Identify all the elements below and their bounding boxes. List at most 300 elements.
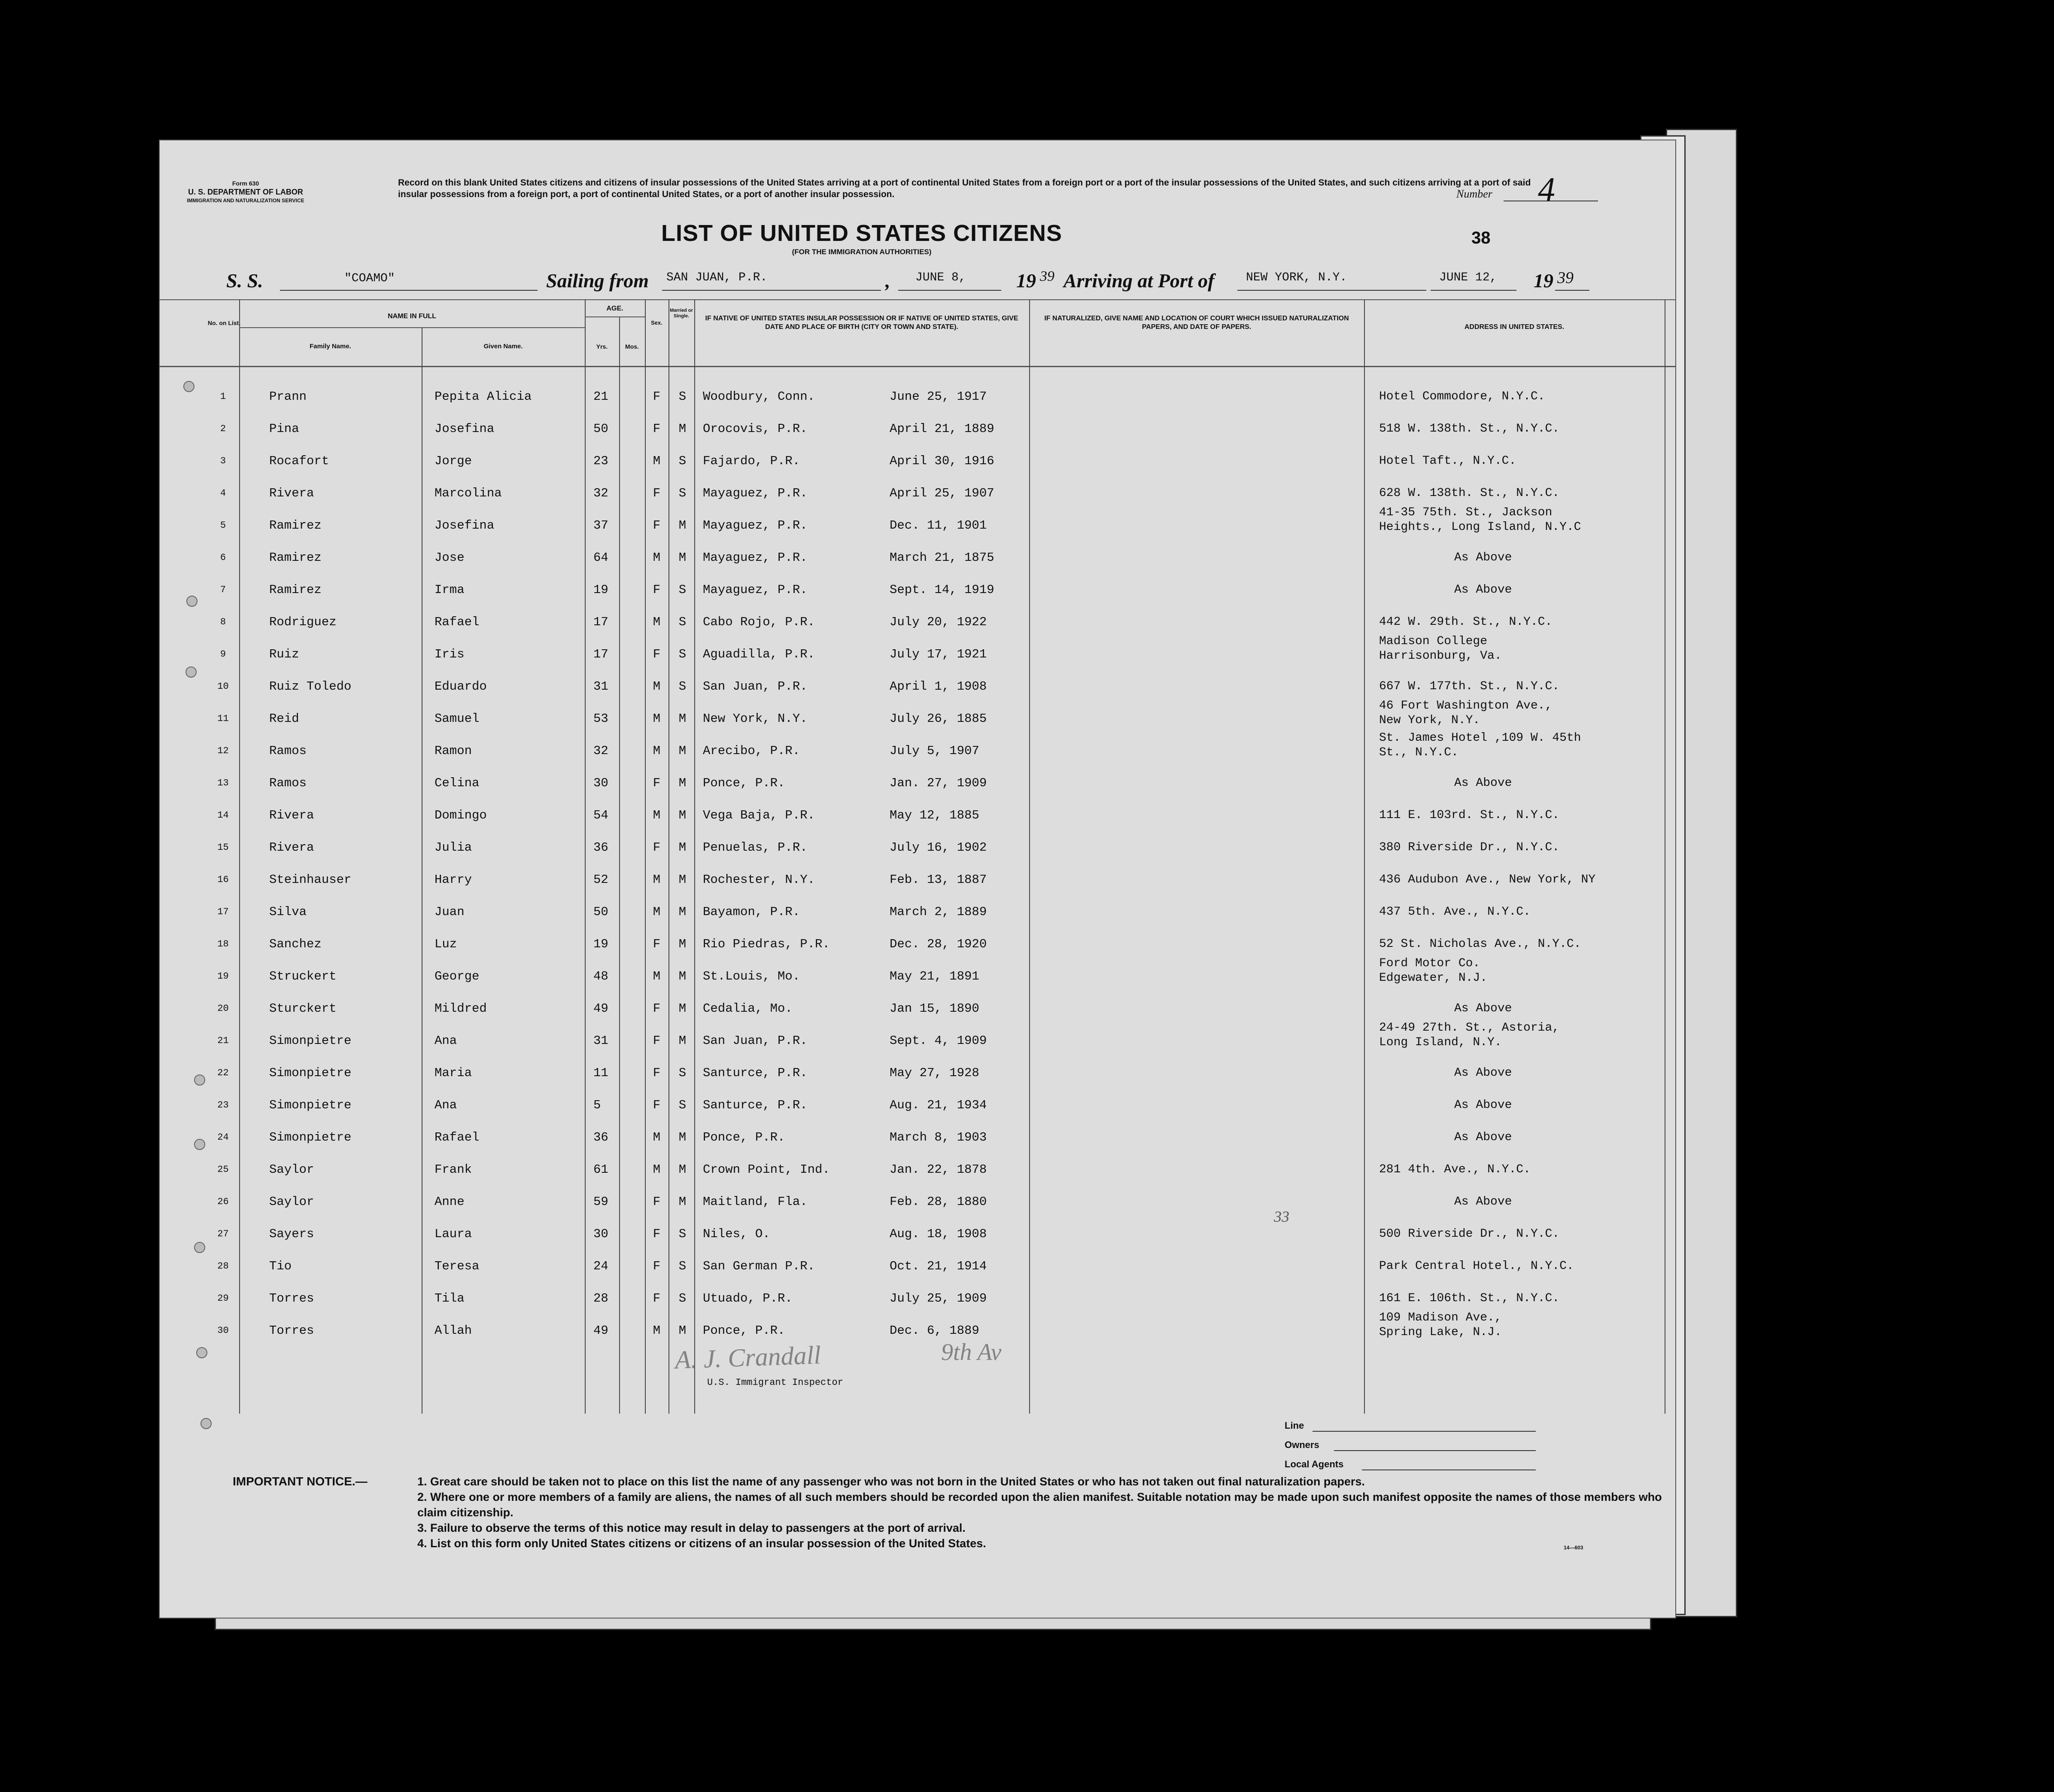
cell-date: May 27, 1928 — [890, 1066, 979, 1080]
cell-given: Jose — [434, 551, 465, 565]
cell-ms: S — [678, 1066, 687, 1080]
cell-date: Feb. 28, 1880 — [890, 1195, 987, 1209]
cell-address-line: Long Island, N.Y. — [1379, 1036, 1502, 1049]
cell-family: Tio — [269, 1259, 292, 1273]
cell-sex: F — [653, 1034, 661, 1048]
cell-given: Rafael — [434, 615, 480, 629]
cell-yrs: 5 — [593, 1098, 601, 1112]
cell-sex: M — [653, 615, 661, 629]
form-block — [185, 179, 306, 205]
cell-address-line: 436 Audubon Ave., New York, NY — [1379, 873, 1596, 886]
cell-address-line: 111 E. 103rd. St., N.Y.C. — [1379, 809, 1560, 822]
cell-ms: M — [678, 744, 687, 758]
cell-yrs: 32 — [593, 486, 608, 500]
punch-hole — [183, 381, 194, 392]
page-stamp: 38 — [1471, 228, 1491, 247]
cell-sex: F — [653, 486, 661, 500]
cell-given: Teresa — [434, 1259, 480, 1273]
cell-ms: M — [678, 937, 687, 951]
cell-date: April 21, 1889 — [890, 422, 994, 436]
sailing-from-label: Sailing from — [546, 270, 649, 292]
cell-address-line: Hotel Taft., N.Y.C. — [1379, 454, 1516, 468]
cell-place: Arecibo, P.R. — [703, 744, 800, 758]
cell-no: 23 — [217, 1100, 229, 1110]
cell-address-line: 667 W. 177th. St., N.Y.C. — [1379, 680, 1560, 693]
record-instruction: Record on this blank United States citizens and citizens of insular possessions of the United States arriving at a port of continental United States from a foreign port or a port of the insular possessions of the United States, and such citizens arriving at a port of said insular possessions from a foreign port, a port of continental United States, or a port of another insular possession. — [398, 178, 1531, 199]
cell-family: Ramirez — [269, 518, 322, 532]
cell-place: Woodbury, Conn. — [703, 389, 815, 404]
cell-no: 14 — [217, 810, 229, 821]
col-header-name: NAME IN FULL — [388, 313, 436, 320]
cell-no: 24 — [217, 1132, 229, 1143]
cell-given: Juan — [434, 905, 465, 919]
page-subtitle: (FOR THE IMMIGRATION AUTHORITIES) — [792, 248, 932, 256]
punch-hole — [194, 1074, 205, 1086]
service-name: IMMIGRATION AND NATURALIZATION SERVICE — [187, 198, 304, 204]
cell-address-line: Heights., Long Island, N.Y.C — [1379, 520, 1581, 534]
cell-address-line: Spring Lake, N.J. — [1379, 1326, 1502, 1339]
cell-address-line: 161 E. 106th. St., N.Y.C. — [1379, 1292, 1560, 1305]
cell-no: 8 — [220, 617, 226, 627]
cell-family: Torres — [269, 1291, 314, 1305]
cell-sex: F — [653, 1227, 661, 1241]
table-row — [160, 1162, 1675, 1195]
cell-place: Vega Baja, P.R. — [703, 808, 815, 822]
cell-family: Simonpietre — [269, 1130, 352, 1144]
cell-sex: M — [653, 679, 661, 694]
inspector-label: U.S. Immigrant Inspector — [707, 1377, 843, 1388]
date-to: JUNE 12, — [1439, 271, 1497, 284]
cell-yrs: 50 — [593, 422, 608, 436]
department-name: U. S. DEPARTMENT OF LABOR — [188, 188, 303, 196]
cell-address-line: As Above — [1454, 776, 1512, 790]
table-row — [160, 731, 1675, 776]
cell-no: 10 — [217, 681, 229, 692]
cell-ms: M — [678, 551, 687, 565]
cell-date: Jan. 27, 1909 — [890, 776, 987, 790]
cell-given: Eduardo — [434, 679, 487, 694]
cell-address-line: As Above — [1454, 583, 1512, 596]
cell-given: Irma — [434, 583, 465, 597]
cell-no: 26 — [217, 1196, 229, 1207]
cell-sex: F — [653, 1291, 661, 1305]
cell-given: Ramon — [434, 744, 472, 758]
cell-date: May 21, 1891 — [890, 969, 979, 983]
cell-given: Luz — [434, 937, 457, 951]
cell-sex: F — [653, 647, 661, 661]
cell-no: 2 — [220, 423, 226, 434]
cell-no: 16 — [217, 874, 229, 885]
cell-ms: S — [678, 486, 687, 500]
comma-1: , — [885, 270, 890, 292]
cell-yrs: 30 — [593, 776, 608, 790]
cell-date: Oct. 21, 1914 — [890, 1259, 987, 1273]
cell-place: Mayaguez, P.R. — [703, 551, 808, 565]
cell-place: Maitland, Fla. — [703, 1195, 808, 1209]
cell-address-line: 41-35 75th. St., Jackson — [1379, 506, 1553, 519]
port-from: SAN JUAN, P.R. — [666, 271, 768, 284]
cell-date: July 25, 1909 — [890, 1291, 987, 1305]
cell-date: April 30, 1916 — [890, 454, 994, 468]
table-row — [160, 583, 1675, 615]
cell-family: Ramirez — [269, 551, 322, 565]
cell-given: George — [434, 969, 480, 983]
cell-date: Aug. 18, 1908 — [890, 1227, 987, 1241]
cell-yrs: 30 — [593, 1227, 608, 1241]
cell-address-line: As Above — [1454, 1066, 1512, 1080]
cell-address-line: Park Central Hotel., N.Y.C. — [1379, 1260, 1574, 1273]
date-from: JUNE 8, — [915, 271, 966, 284]
cell-yrs: 52 — [593, 873, 608, 887]
cell-sex: F — [653, 1066, 661, 1080]
table-row — [160, 454, 1675, 486]
table-row — [160, 840, 1675, 873]
col-header-yrs: Yrs. — [596, 343, 608, 350]
cell-sex: F — [653, 583, 661, 597]
cell-address-line: St. James Hotel ,109 W. 45th — [1379, 731, 1581, 745]
cell-address-line: As Above — [1454, 1098, 1512, 1112]
cell-ms: S — [678, 454, 687, 468]
cell-sex: M — [653, 712, 661, 726]
cell-given: Tila — [434, 1291, 465, 1305]
year-suffix-1: 39 — [1040, 268, 1054, 284]
col-header-mos: Mos. — [625, 343, 639, 350]
cell-sex: M — [653, 808, 661, 822]
cell-family: Simonpietre — [269, 1098, 352, 1112]
cell-family: Ruiz Toledo — [269, 679, 352, 694]
cell-given: Ana — [434, 1034, 457, 1048]
cell-sex: M — [653, 454, 661, 468]
cell-family: Simonpietre — [269, 1034, 352, 1048]
cell-yrs: 36 — [593, 1130, 608, 1144]
notice-item: 2. Where one or more members of a family are aliens, the names of all such members should be recorded upon the alien manifest. Suitable notation may be made upon such manifest opposite the names of those members who claim citizenship. — [417, 1491, 1662, 1519]
table-row — [160, 776, 1675, 808]
cell-sex: F — [653, 840, 661, 855]
cell-family: Struckert — [269, 969, 337, 983]
cell-no: 5 — [220, 520, 226, 531]
table-row — [160, 905, 1675, 937]
cell-given: Josefina — [434, 422, 495, 436]
date-from-underline — [898, 290, 1001, 291]
punch-hole — [194, 1242, 205, 1253]
cell-given: Marcolina — [434, 486, 502, 500]
punch-hole — [194, 1139, 205, 1150]
cell-no: 27 — [217, 1229, 229, 1239]
cell-given: Allah — [434, 1323, 472, 1338]
cell-no: 25 — [217, 1164, 229, 1175]
cell-address-line: 628 W. 138th. St., N.Y.C. — [1379, 487, 1560, 500]
notice-item: 4. List on this form only United States citizens or citizens of an insular possession of the United States. — [417, 1537, 986, 1550]
cell-place: San Juan, P.R. — [703, 1034, 808, 1048]
col-header-family: Family Name. — [310, 343, 351, 350]
margin-note: 33 — [1274, 1208, 1289, 1225]
cell-ms: M — [678, 1034, 687, 1048]
print-code: 14—603 — [1564, 1545, 1583, 1551]
cell-yrs: 19 — [593, 583, 608, 597]
table-row — [160, 1227, 1675, 1259]
cell-family: Rivera — [269, 486, 314, 500]
cell-address-line: 518 W. 138th. St., N.Y.C. — [1379, 422, 1560, 435]
cell-address-line: As Above — [1454, 1002, 1512, 1015]
cell-date: Sept. 4, 1909 — [890, 1034, 987, 1048]
cell-yrs: 31 — [593, 679, 608, 694]
inspector-signature: A. J. Crandall — [674, 1341, 822, 1374]
cell-date: Feb. 13, 1887 — [890, 873, 987, 887]
cell-given: Pepita Alicia — [434, 389, 532, 404]
cell-no: 13 — [217, 778, 229, 788]
cell-ms: M — [678, 422, 687, 436]
cell-date: Dec. 11, 1901 — [890, 518, 987, 532]
cell-ms: S — [678, 647, 687, 661]
cell-yrs: 64 — [593, 551, 608, 565]
agent-line-underline — [1313, 1431, 1536, 1432]
cell-date: Dec. 28, 1920 — [890, 937, 987, 951]
cell-given: Ana — [434, 1098, 457, 1112]
cell-given: Mildred — [434, 1001, 487, 1016]
notice-label: IMPORTANT NOTICE.— — [233, 1475, 368, 1488]
cell-no: 30 — [217, 1325, 229, 1336]
agent-line-label: Line — [1285, 1420, 1304, 1431]
cell-address-line: 281 4th. Ave., N.Y.C. — [1379, 1163, 1531, 1176]
cell-family: Saylor — [269, 1195, 314, 1209]
cell-ms: M — [678, 1195, 687, 1209]
cell-place: Ponce, P.R. — [703, 1130, 785, 1144]
table-row — [160, 1195, 1675, 1227]
cell-address-line: 109 Madison Ave., — [1379, 1311, 1502, 1324]
cell-family: Rivera — [269, 808, 314, 822]
cell-yrs: 61 — [593, 1162, 608, 1177]
cell-given: Maria — [434, 1066, 472, 1080]
cell-family: Pina — [269, 422, 299, 436]
cell-yrs: 49 — [593, 1001, 608, 1016]
table-row — [160, 1021, 1675, 1066]
cell-ms: S — [678, 583, 687, 597]
cell-place: Rochester, N.Y. — [703, 873, 815, 887]
cell-place: Cabo Rojo, P.R. — [703, 615, 815, 629]
cell-date: April 1, 1908 — [890, 679, 987, 694]
cell-place: Fajardo, P.R. — [703, 454, 800, 468]
cell-family: Prann — [269, 389, 307, 404]
cell-place: Ponce, P.R. — [703, 776, 785, 790]
cell-date: Dec. 6, 1889 — [890, 1323, 979, 1338]
col-header-address: ADDRESS IN UNITED STATES. — [1464, 323, 1565, 331]
col-header-naturalized: IF NATURALIZED, GIVE NAME AND LOCATION OF COURT WHICH ISSUED NATURALIZATION PAPERS, AND DATE OF PAPERS. — [1044, 315, 1349, 331]
cell-yrs: 53 — [593, 712, 608, 726]
cell-ms: S — [678, 615, 687, 629]
cell-sex: M — [653, 1323, 661, 1338]
cell-given: Anne — [434, 1195, 465, 1209]
manifest-page — [159, 140, 1676, 1619]
cell-place: Crown Point, Ind. — [703, 1162, 830, 1177]
col-header-given: Given Name. — [483, 343, 523, 350]
cell-sex: M — [653, 905, 661, 919]
cell-date: July 17, 1921 — [890, 647, 987, 661]
cell-yrs: 11 — [593, 1066, 608, 1080]
cell-ms: M — [678, 905, 687, 919]
cell-yrs: 59 — [593, 1195, 608, 1209]
cell-given: Domingo — [434, 808, 487, 822]
cell-family: Saylor — [269, 1162, 314, 1177]
cell-address-line: 500 Riverside Dr., N.Y.C. — [1379, 1227, 1560, 1241]
col-header-married: Married or Single. — [670, 308, 693, 319]
table-row — [160, 1066, 1675, 1098]
cell-date: March 21, 1875 — [890, 551, 994, 565]
cell-ms: M — [678, 776, 687, 790]
cell-sex: F — [653, 422, 661, 436]
agent-local-label: Local Agents — [1285, 1459, 1344, 1470]
cell-yrs: 50 — [593, 905, 608, 919]
table-row — [160, 551, 1675, 583]
cell-family: Silva — [269, 905, 307, 919]
notice-item: 3. Failure to observe the terms of this notice may result in delay to passengers at the port of arrival. — [417, 1521, 966, 1534]
cell-ms: M — [678, 808, 687, 822]
cell-address-line: As Above — [1454, 1131, 1512, 1144]
punch-hole — [201, 1418, 212, 1429]
cell-address-line: New York, N.Y. — [1379, 714, 1480, 727]
ss-label: S. S. — [226, 270, 263, 292]
cell-yrs: 31 — [593, 1034, 608, 1048]
cell-given: Samuel — [434, 712, 480, 726]
cell-date: April 25, 1907 — [890, 486, 994, 500]
cell-family: Sayers — [269, 1227, 314, 1241]
cell-no: 4 — [220, 488, 226, 499]
number-value: 4 — [1538, 171, 1555, 209]
cell-family: Simonpietre — [269, 1066, 352, 1080]
table-row — [160, 422, 1675, 454]
cell-no: 15 — [217, 842, 229, 853]
cell-date: June 25, 1917 — [890, 389, 987, 404]
cell-yrs: 48 — [593, 969, 608, 983]
cell-given: Laura — [434, 1227, 472, 1241]
cell-ms: S — [678, 1259, 687, 1273]
cell-family: Ramos — [269, 744, 307, 758]
table-row — [160, 389, 1675, 422]
table-top-rule — [160, 299, 1675, 300]
cell-address-line: 380 Riverside Dr., N.Y.C. — [1379, 841, 1560, 854]
cell-sex: F — [653, 1001, 661, 1016]
cell-given: Iris — [434, 647, 465, 661]
page-title: LIST OF UNITED STATES CITIZENS — [661, 220, 1062, 246]
cell-address-line: Madison College — [1379, 635, 1488, 648]
cell-yrs: 21 — [593, 389, 608, 404]
notice-item: 1. Great care should be taken not to place on this list the name of any passenger who was not born in the United States or who has not taken out final naturalization papers. — [417, 1475, 1365, 1488]
cell-address-line: As Above — [1454, 1195, 1512, 1208]
table-row — [160, 873, 1675, 905]
cell-place: Mayaguez, P.R. — [703, 583, 808, 597]
cell-ms: M — [678, 518, 687, 532]
cell-no: 20 — [217, 1003, 229, 1014]
cell-family: Ruiz — [269, 647, 299, 661]
cell-address-line: Harrisonburg, Va. — [1379, 649, 1502, 663]
agent-owners-underline — [1334, 1450, 1536, 1451]
form-number: Form 630 — [232, 180, 259, 187]
cell-sex: F — [653, 937, 661, 951]
cell-no: 12 — [217, 745, 229, 756]
cell-no: 18 — [217, 939, 229, 949]
cell-date: Jan. 22, 1878 — [890, 1162, 987, 1177]
port-to-underline — [1237, 290, 1426, 291]
cell-place: Utuado, P.R. — [703, 1291, 793, 1305]
cell-date: Aug. 21, 1934 — [890, 1098, 987, 1112]
notice-items — [417, 1474, 1662, 1551]
cell-family: Rivera — [269, 840, 314, 855]
cell-yrs: 28 — [593, 1291, 608, 1305]
cell-address-line: 46 Fort Washington Ave., — [1379, 699, 1553, 712]
cell-place: San German P.R. — [703, 1259, 815, 1273]
cell-family: Ramos — [269, 776, 307, 790]
cell-date: March 8, 1903 — [890, 1130, 987, 1144]
table-row — [160, 808, 1675, 840]
cell-yrs: 23 — [593, 454, 608, 468]
cell-place: Bayamon, P.R. — [703, 905, 800, 919]
table-row — [160, 1259, 1675, 1291]
cell-no: 3 — [220, 456, 226, 466]
cell-family: Torres — [269, 1323, 314, 1338]
cell-family: Rocafort — [269, 454, 329, 468]
cell-ms: M — [678, 1001, 687, 1016]
cell-no: 28 — [217, 1261, 229, 1272]
cell-place: Santurce, P.R. — [703, 1066, 808, 1080]
cell-given: Rafael — [434, 1130, 480, 1144]
cell-place: Aguadilla, P.R. — [703, 647, 815, 661]
header-bottom-rule — [160, 366, 1675, 367]
table-row — [160, 957, 1675, 1001]
cell-date: Jan 15, 1890 — [890, 1001, 979, 1016]
cell-yrs: 24 — [593, 1259, 608, 1273]
punch-hole — [185, 666, 197, 678]
cell-sex: M — [653, 1162, 661, 1177]
sailing-line — [160, 269, 1675, 295]
col-header-age: AGE. — [606, 305, 623, 312]
cell-yrs: 36 — [593, 840, 608, 855]
col-header-no: No. on List. — [207, 319, 241, 326]
cell-date: July 5, 1907 — [890, 744, 979, 758]
punch-hole — [186, 596, 198, 607]
cell-no: 1 — [220, 391, 226, 402]
cell-address-line: 437 5th. Ave., N.Y.C. — [1379, 905, 1531, 919]
cell-address-line: St., N.Y.C. — [1379, 746, 1458, 759]
cell-yrs: 17 — [593, 615, 608, 629]
port-from-underline — [662, 290, 881, 291]
passenger-table — [160, 299, 1675, 1414]
cell-no: 17 — [217, 907, 229, 917]
cell-no: 22 — [217, 1068, 229, 1078]
cell-ms: M — [678, 1130, 687, 1144]
cell-family: Sanchez — [269, 937, 322, 951]
port-to: NEW YORK, N.Y. — [1246, 271, 1347, 284]
cell-ms: M — [678, 712, 687, 726]
date-to-underline — [1431, 290, 1516, 291]
cell-place: St.Louis, Mo. — [703, 969, 800, 983]
cell-no: 19 — [217, 971, 229, 982]
cell-ms: M — [678, 873, 687, 887]
cell-family: Reid — [269, 712, 299, 726]
table-row — [160, 635, 1675, 679]
ship-underline — [280, 290, 538, 291]
cell-address-line: Edgewater, N.J. — [1379, 971, 1488, 985]
cell-sex: F — [653, 518, 661, 532]
cell-yrs: 32 — [593, 744, 608, 758]
table-row — [160, 1311, 1675, 1356]
cell-date: Sept. 14, 1919 — [890, 583, 994, 597]
ship-name: "COAMO" — [344, 272, 395, 285]
inspector-signature-suffix: 9th Av — [941, 1339, 1002, 1366]
year-2-underline — [1555, 290, 1589, 291]
cell-place: Orocovis, P.R. — [703, 422, 808, 436]
year-prefix-2: 19 — [1534, 270, 1553, 292]
cell-given: Josefina — [434, 518, 495, 532]
cell-family: Rodriguez — [269, 615, 337, 629]
